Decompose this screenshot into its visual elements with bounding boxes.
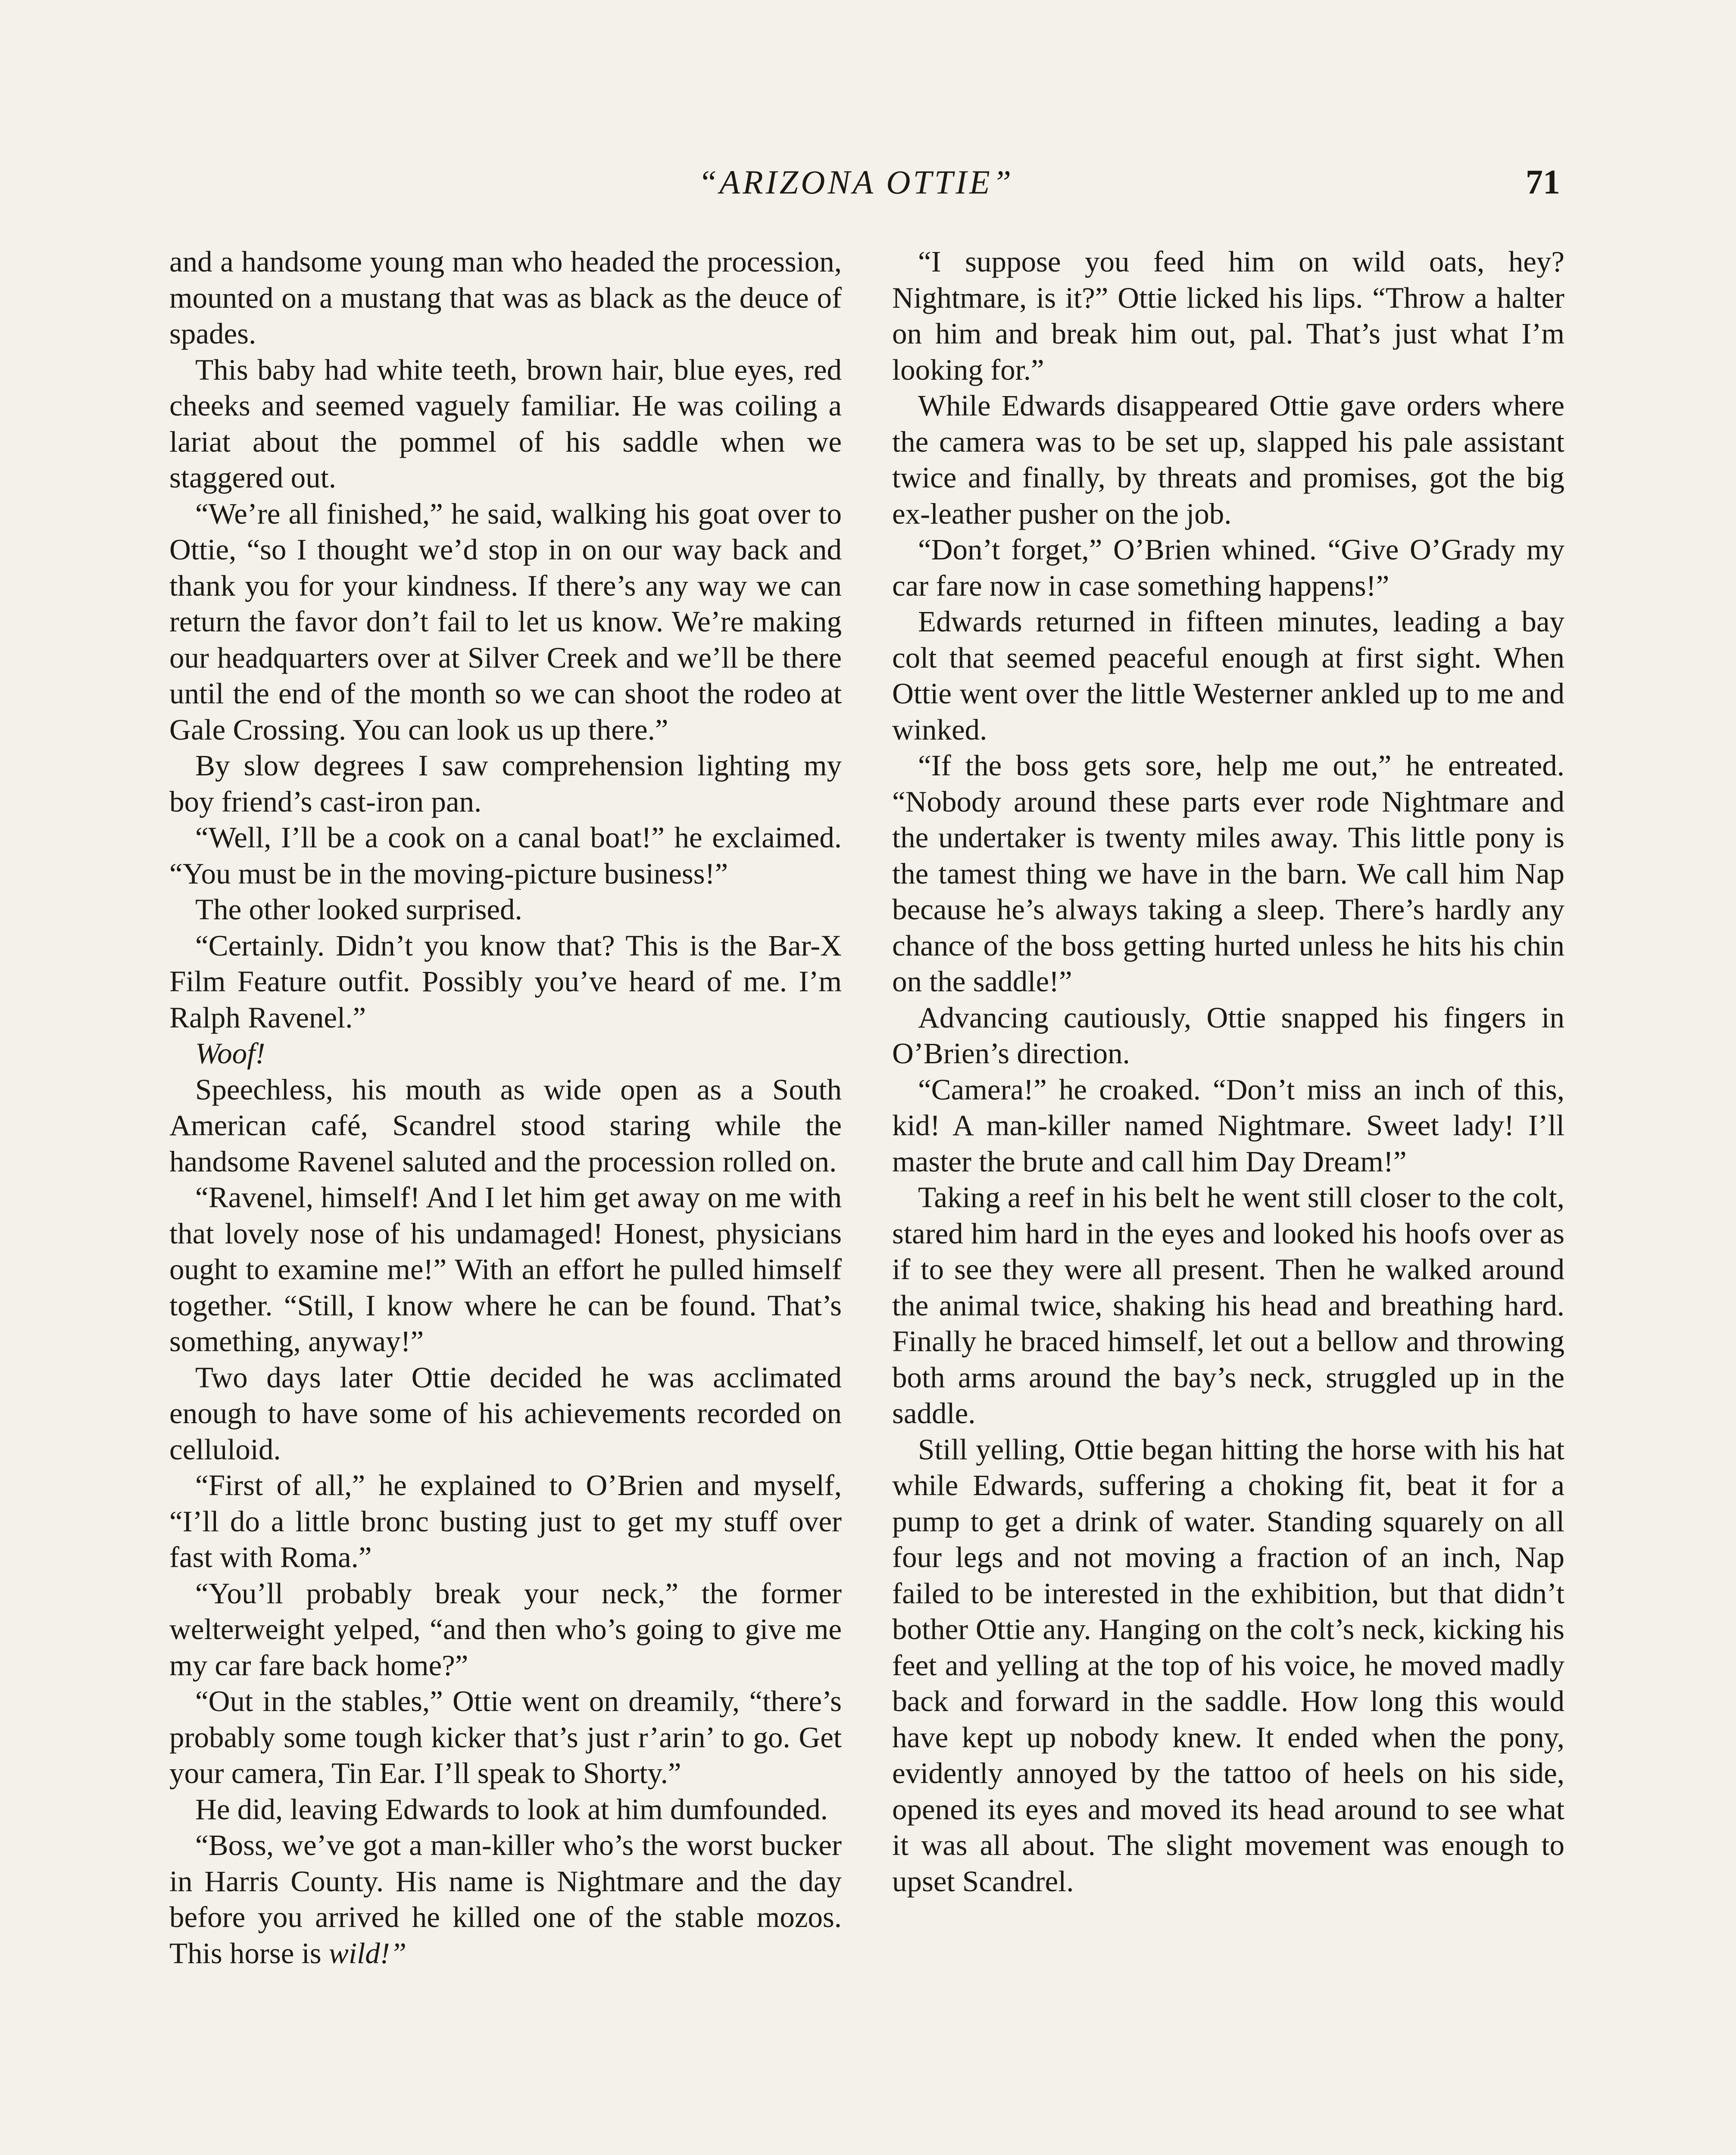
paragraph: The other looked surprised.: [195, 893, 522, 926]
paragraph: Advancing cautiously, Ottie snapped his fingers in O’Brien’s direction.: [892, 1001, 1564, 1070]
paragraph: and a handsome young man who headed the procession, mounted on a mustang that was as black as the deuce of spades.: [169, 245, 842, 350]
paragraph: “Certainly. Didn’t you know that? This is the Bar-X Film Feature outfit. Possibly you’ve heard of me. I’m Ralph Ravenel.”: [169, 929, 842, 1034]
paragraph: “Out in the stables,” Ottie went on dreamily, “there’s probably some tough kicker that’s just r’arin’ to go. Get your camera, Tin Ear. I’ll speak to Shorty.”: [169, 1685, 842, 1790]
text-column-left: [169, 244, 842, 1971]
paragraph: “Well, I’ll be a cook on a canal boat!” he exclaimed. “You must be in the moving-picture business!”: [169, 821, 842, 890]
emphasis-text: wild!”: [328, 1936, 407, 1970]
paragraph: “Camera!” he croaked. “Don’t miss an inch of this, kid! A man-killer named Nightmare. Sweet lady! I’ll master the brute and call him Day Dream!”: [892, 1073, 1564, 1178]
paragraph: Taking a reef in his belt he went still closer to the colt, stared him hard in the eyes and looked his hoofs over as if to see they were all present. Then he walked around the animal twice, shaking his head and breathing hard. Finally he braced himself, let out a bellow and throwing both arms around the bay’s neck, struggled up in the saddle.: [892, 1181, 1564, 1430]
paragraph: He did, leaving Edwards to look at him dumfounded.: [195, 1793, 828, 1826]
paragraph: Still yelling, Ottie began hitting the horse with his hat while Edwards, suffering a choking fit, beat it for a pump to get a drink of water. Standing squarely on all four legs and not moving a fraction of an inch, Nap failed to be interested in the exhibition, but that didn’t bother Ottie any. Hanging on the colt’s neck, kicking his feet and yelling at the top of his voice, he moved madly back and forward in the saddle. How long this would have kept up nobody knew. It ended when the pony, evidently annoyed by the tattoo of heels on his side, opened its eyes and moved its head around to see what it was all about. The slight movement was enough to upset Scandrel.: [892, 1433, 1564, 1898]
paragraph: “First of all,” he explained to O’Brien and myself, “I’ll do a little bronc busting just to get my stuff over fast with Roma.”: [169, 1469, 842, 1574]
paragraph: Speechless, his mouth as wide open as a South American café, Scandrel stood staring while the handsome Ravenel saluted and the procession rolled on.: [169, 1073, 842, 1178]
paragraph: “If the boss gets sore, help me out,” he entreated. “Nobody around these parts ever rode Nightmare and the undertaker is twenty miles away. This little pony is the tamest thing we have in the barn. We call him Nap because he’s always taking a sleep. There’s hardly any chance of the boss getting hurted unless he hits his chin on the saddle!”: [892, 749, 1564, 998]
paragraph: “I suppose you feed him on wild oats, hey? Nightmare, is it?” Ottie licked his lips. “Throw a halter on him and break him out, pal. That’s just what I’m looking for.”: [892, 245, 1564, 386]
paragraph: “We’re all finished,” he said, walking his goat over to Ottie, “so I thought we’d stop in on our way back and thank you for your kindness. If there’s any way we can return the favor don’t fail to let us know. We’re making our headquarters over at Silver Creek and we’ll be there until the end of the month so we can shoot the rodeo at Gale Crossing. You can look us up there.”: [169, 497, 842, 746]
paragraph: [169, 1036, 842, 1072]
paragraph: [169, 1827, 842, 1971]
paragraph: “You’ll probably break your neck,” the former welterweight yelped, “and then who’s going to give me my car fare back home?”: [169, 1577, 842, 1682]
running-head-title: “ARIZONA OTTIE”: [698, 163, 1014, 201]
paragraph: Edwards returned in fifteen minutes, leading a bay colt that seemed peaceful enough at first sight. When Ottie went over the little Westerner ankled up to me and winked.: [892, 605, 1564, 746]
paragraph: Two days later Ottie decided he was acclimated enough to have some of his achievements recorded on celluloid.: [169, 1361, 842, 1466]
paragraph: By slow degrees I saw comprehension lighting my boy friend’s cast-iron pan.: [169, 749, 842, 818]
paragraph-text: “Boss, we’ve got a man-killer who’s the worst bucker in Harris County. His name is Nightmare and the day before you arrived he killed one of the stable mozos. This horse is: [169, 1829, 842, 1970]
paragraph: “Don’t forget,” O’Brien whined. “Give O’Grady my car fare now in case something happens!”: [892, 533, 1564, 602]
paragraph: While Edwards disappeared Ottie gave orders where the camera was to be set up, slapped his pale assistant twice and finally, by threats and promises, got the big ex-leather pusher on the job.: [892, 389, 1564, 530]
page-number: 71: [1526, 163, 1560, 201]
paragraph: “Ravenel, himself! And I let him get away on me with that lovely nose of his undamaged! Honest, physicians ought to examine me!” With an effort he pulled himself together. “Still, I know where he can be found. That’s something, anyway!”: [169, 1181, 842, 1358]
paragraph: This baby had white teeth, brown hair, blue eyes, red cheeks and seemed vaguely familiar. He was coiling a lariat about the pommel of his saddle when we staggered out.: [169, 353, 842, 494]
text-column-right: [892, 244, 1564, 1899]
emphasis-text: Woof!: [195, 1037, 265, 1070]
